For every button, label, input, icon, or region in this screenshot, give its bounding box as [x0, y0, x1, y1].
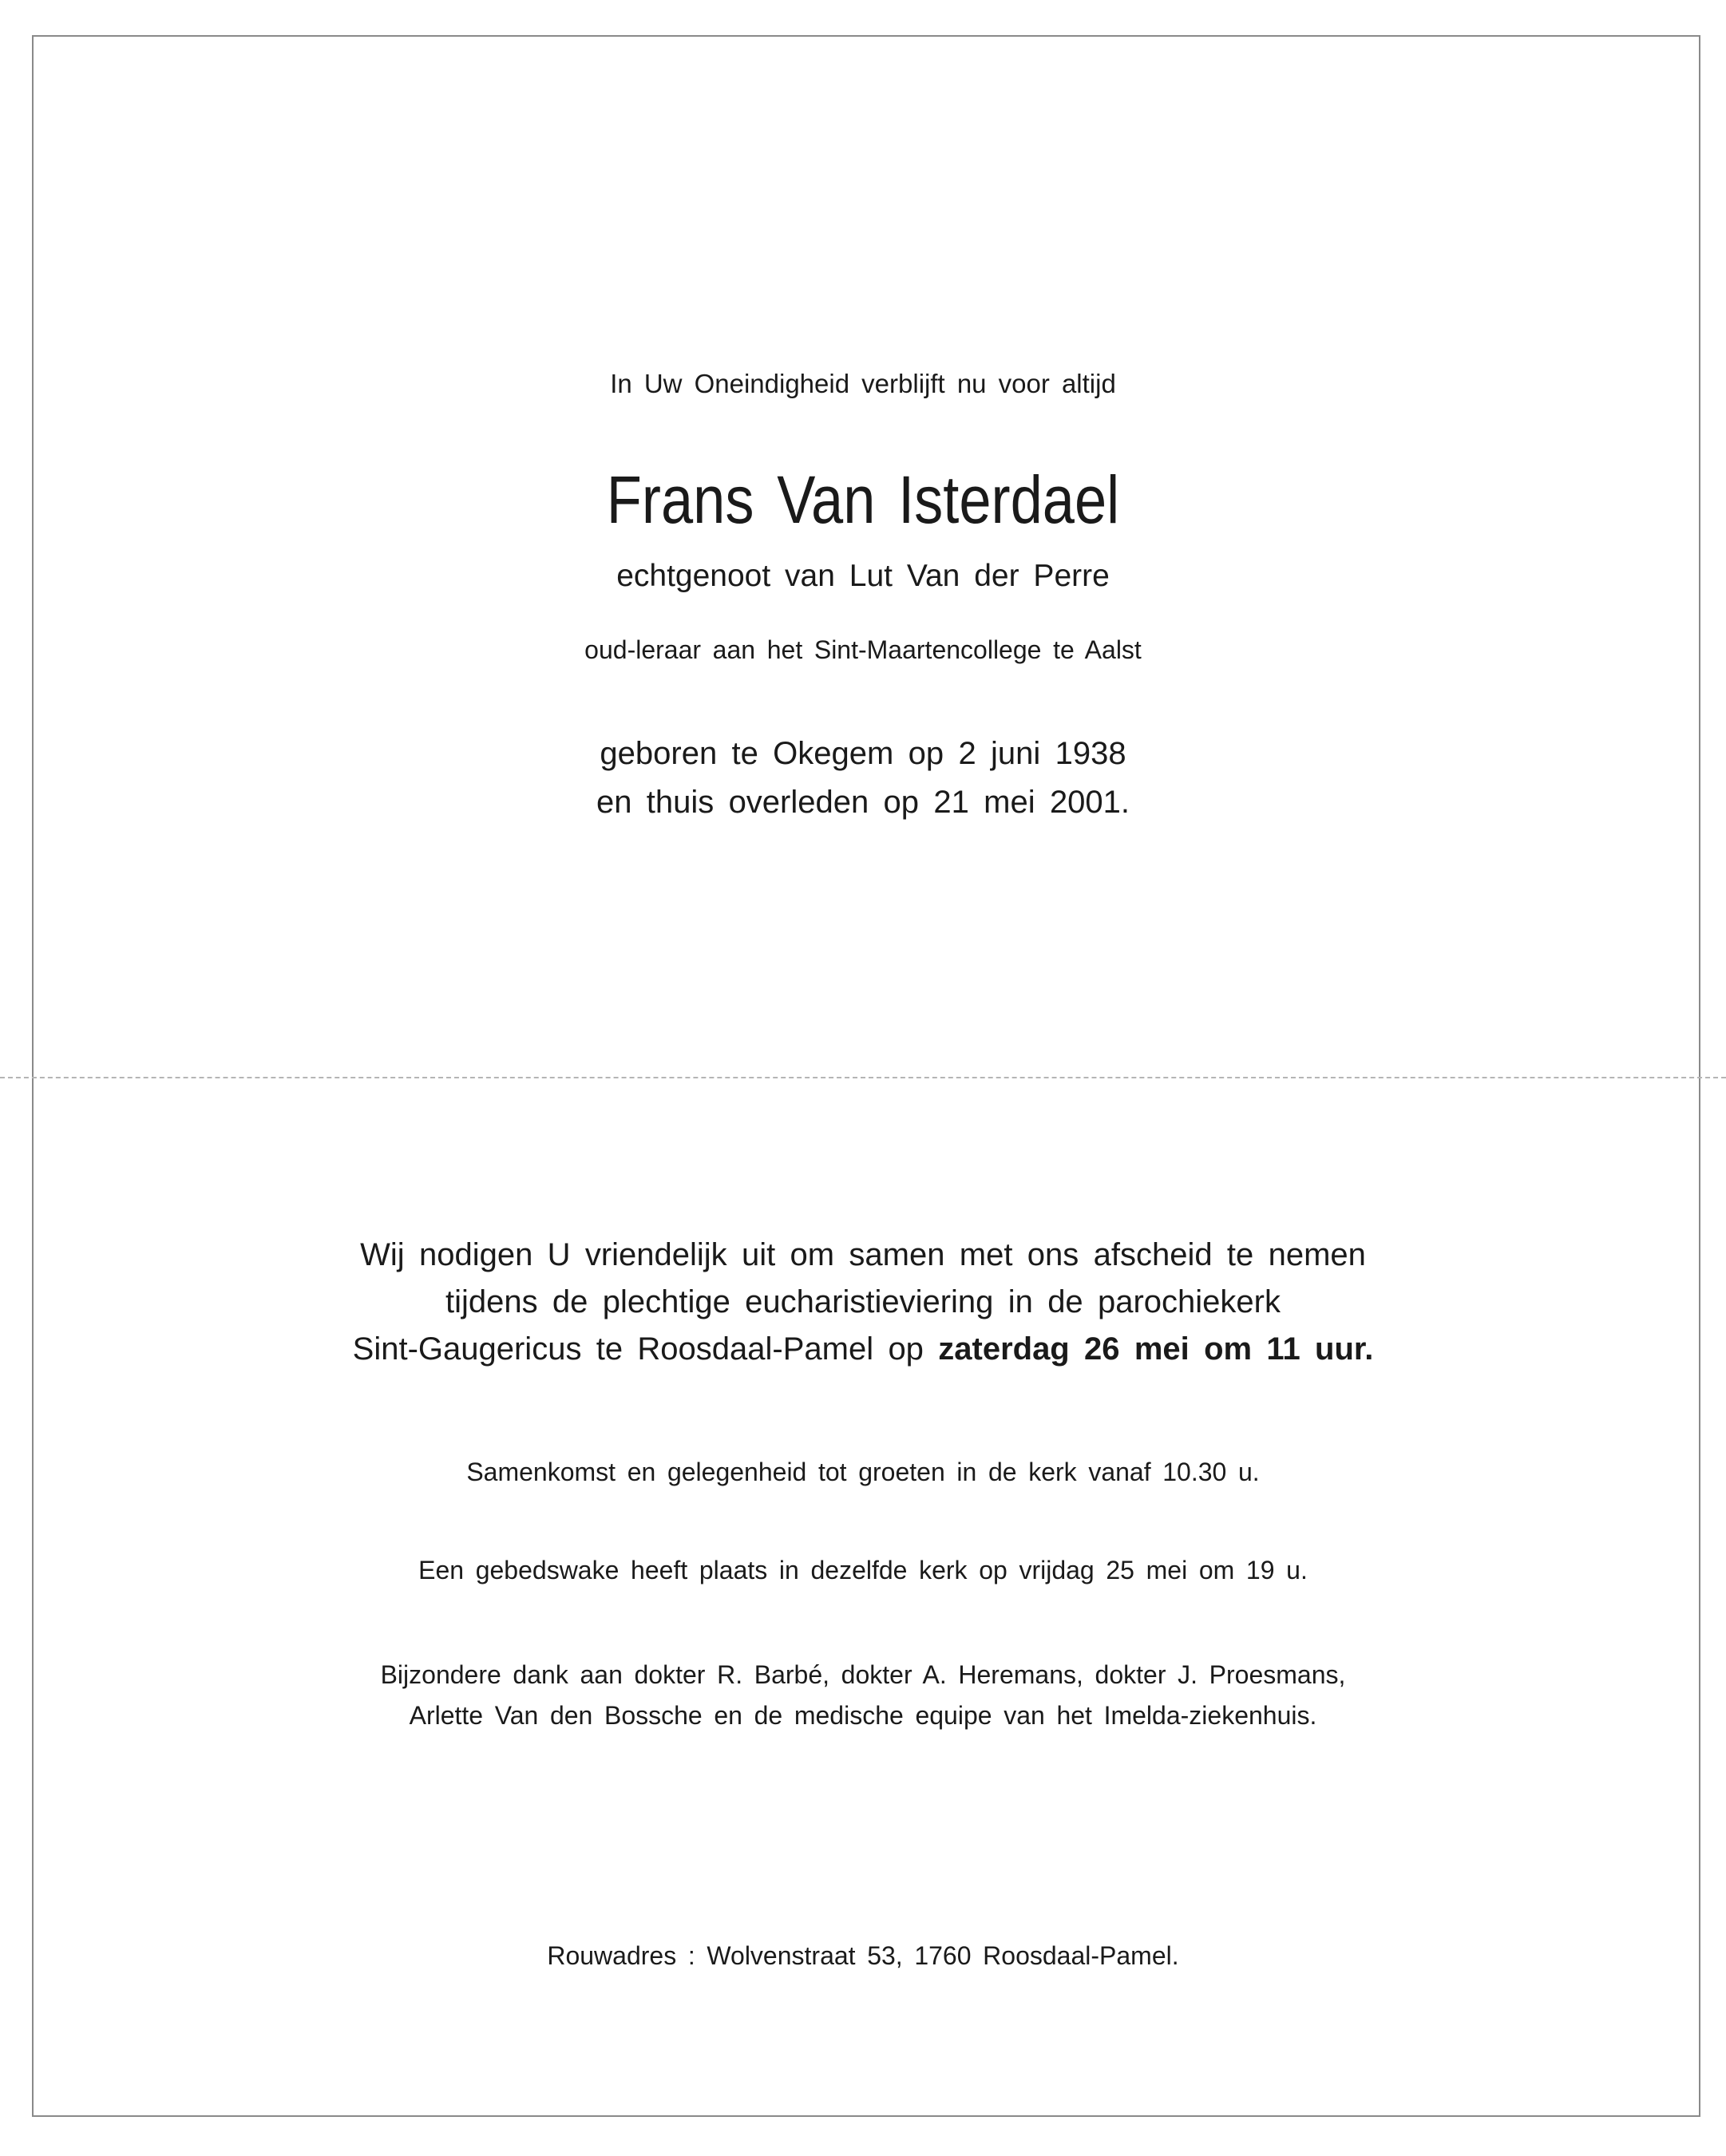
deceased-name: Frans Van Isterdael	[606, 462, 1120, 537]
invitation-line-3	[0, 1331, 1726, 1367]
gathering-text: Samenkomst en gelegenheid tot groeten in de kerk vanaf 10.30 u.	[466, 1458, 1260, 1486]
thanks-line-1: Bijzondere dank aan dokter R. Barbé, dokter A. Heremans, dokter J. Proesmans,	[380, 1660, 1346, 1689]
invitation-line-1: Wij nodigen U vriendelijk uit om samen met ons afscheid te nemen	[360, 1237, 1366, 1272]
thanks-line-2: Arlette Van den Bossche en de medische equipe van het Imelda-ziekenhuis.	[409, 1701, 1317, 1730]
death-text: en thuis overleden op 21 mei 2001.	[596, 785, 1130, 820]
intro-text: In Uw Oneindigheid verblijft nu voor altijd	[610, 369, 1116, 398]
invitation-location: Sint-Gaugericus te Roosdaal-Pamel op	[352, 1331, 939, 1367]
invitation-datetime: zaterdag 26 mei om 11 uur.	[938, 1331, 1374, 1367]
profession-text: oud-leraar aan het Sint-Maartencollege te Aalst	[584, 635, 1142, 664]
fold-line	[0, 1077, 1726, 1078]
vigil-text: Een gebedswake heeft plaats in dezelfde kerk op vrijdag 25 mei om 19 u.	[418, 1556, 1308, 1584]
card-border	[32, 35, 1700, 2117]
mourning-address: Rouwadres : Wolvenstraat 53, 1760 Roosdaal-Pamel.	[547, 1941, 1179, 1970]
birth-text: geboren te Okegem op 2 juni 1938	[600, 736, 1126, 771]
invitation-line-2: tijdens de plechtige eucharistieviering in de parochiekerk	[445, 1284, 1281, 1319]
spouse-text: echtgenoot van Lut Van der Perre	[616, 559, 1110, 593]
